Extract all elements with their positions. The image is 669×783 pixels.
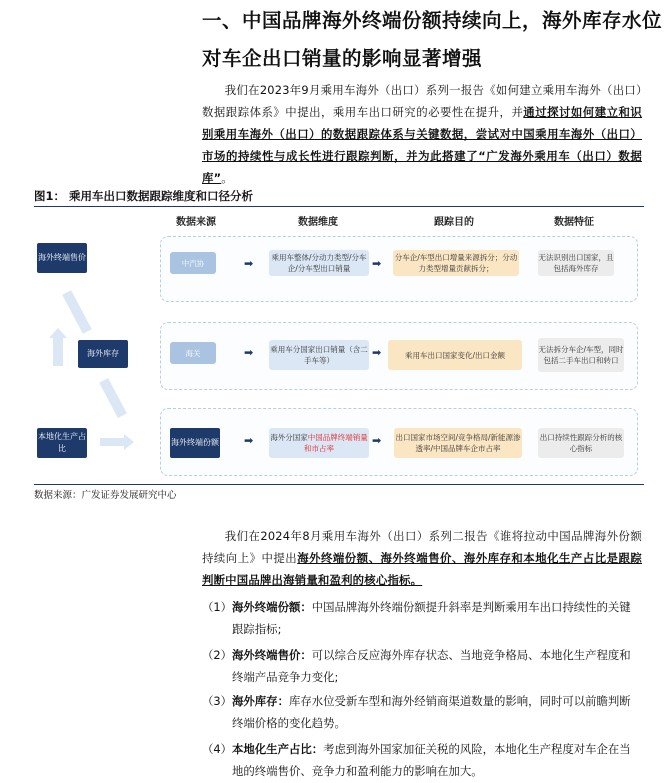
row3-arrow2-icon: ➡ [372, 434, 382, 447]
figure-title: 图1： 乘用车出口数据跟踪维度和口径分析 [34, 188, 644, 207]
list-title: 海外库存： [232, 694, 289, 708]
second-underlined-text: 海外终端份额、海外终端售价、海外库存和本地化生产占比是跟踪判断中国品牌出海销量和盈利的核心指标。 [202, 551, 642, 587]
row2-feature: 无法拆分车企/车型，同时包括二手车出口和转口 [538, 338, 624, 372]
list-item [202, 690, 640, 734]
list-number: （1） [202, 600, 233, 614]
right-arrow-bottom-head [124, 434, 134, 450]
header-feature: 数据特征 [554, 217, 594, 228]
row1-source: 中汽协 [170, 252, 216, 274]
left-box-local-production: 本地化生产占比 [37, 428, 87, 458]
list-item [202, 738, 640, 782]
list-text: 可以综合反应海外库存状态、当地竞争格局、本地化生产程度和终端产品竞争力变化; [232, 648, 631, 684]
row2-arrow2-icon: ➡ [372, 346, 382, 359]
row3-dim-a: 海外分国家 [270, 433, 308, 442]
row3-arrow-icon: ➡ [244, 434, 254, 447]
figure-source: 数据来源：广发证券发展研究中心 [34, 484, 644, 501]
left-box-inventory: 海外库存 [78, 340, 128, 368]
list-text: 中国品牌海外终端份额提升斜率是判断乘用车出口持续性的关键跟踪指标; [232, 600, 631, 636]
row2-purpose: 乘用车出口国家变化/出口金额 [388, 340, 522, 370]
row3-feature: 出口持续性跟踪分析的核心指标 [538, 428, 624, 458]
row3-dimension [269, 428, 369, 458]
header-source: 数据来源 [176, 217, 216, 228]
list-number: （3） [202, 694, 233, 708]
header-dimension: 数据维度 [298, 217, 338, 228]
up-arrow-left [53, 336, 63, 366]
list-title: 海外终端售价： [232, 648, 312, 662]
row3-source: 海外终端份额 [170, 428, 220, 458]
intro-text: 我们在2023年9月乘用车海外（出口）系列一报告《如何建立乘用车海外（出口）数据跟踪体系》中提出，乘用车出口研究的必要性在提升，并 [202, 83, 642, 119]
row1-dimension: 乘用车整体/分动力类型/分车企/分车型出口销量 [269, 250, 369, 276]
row1-purpose: 分车企/车型出口增量来源拆分；分动力类型增量贡献拆分； [393, 250, 519, 276]
intro-underlined-text: 通过探讨如何建立和识别乘用车海外（出口）的数据跟踪体系与关键数据，尝试对中国乘用车海外（出口）市场的持续性与成长性进行跟踪判断，并为此搭建了“广发海外乘用车（出口）数据库” [202, 105, 642, 185]
row2-arrow-icon: ➡ [244, 346, 254, 359]
intro-paragraph [202, 79, 642, 189]
row3-dim-b: 中国品牌终端销量和市占率 [304, 433, 368, 453]
left-box-terminal-price: 海外终端售价 [37, 243, 87, 273]
row1-arrow-icon: ➡ [244, 257, 254, 270]
list-title: 海外终端份额： [232, 600, 312, 614]
second-paragraph [202, 525, 642, 591]
row2-source: 海关 [170, 342, 216, 364]
list-item [202, 596, 640, 640]
row3-purpose: 出口国家市场空间/竞争格局/新能源渗透率/中国品牌车企市占率 [394, 428, 522, 458]
section-heading: 一、中国品牌海外终端份额持续向上，海外库存水位对车企出口销量的影响显著增强 [202, 9, 663, 70]
row1-arrow2-icon: ➡ [372, 257, 382, 270]
list-title: 本地化生产占比： [232, 742, 324, 756]
list-number: （2） [202, 648, 233, 662]
row2-dimension: 乘用车分国家出口销量（含二手车等） [269, 340, 369, 370]
row1-feature: 无法识别出口国家，且包括海外库存 [538, 250, 614, 276]
list-item [202, 644, 640, 688]
second-text: 我们在2024年8月乘用车海外（出口）系列二报告《谁将拉动中国品牌海外份额持续向上》中提出 [202, 529, 642, 565]
header-purpose: 跟踪目的 [434, 217, 474, 228]
intro-end: 。 [221, 171, 233, 185]
list-number: （4） [202, 742, 233, 756]
right-arrow-bottom [100, 438, 126, 446]
diag-arrow-lower [99, 378, 127, 418]
list-text: 库存水位受新车型和海外经销商渠道数量的影响，同时可以前瞻判断终端价格的变化趋势。 [232, 694, 631, 730]
list-text: 考虑到海外国家加征关税的风险，本地化生产程度对车企在当地的终端售价、竞争力和盈利能力的影响在加大。 [232, 742, 631, 778]
up-arrow-left-head [49, 328, 67, 338]
